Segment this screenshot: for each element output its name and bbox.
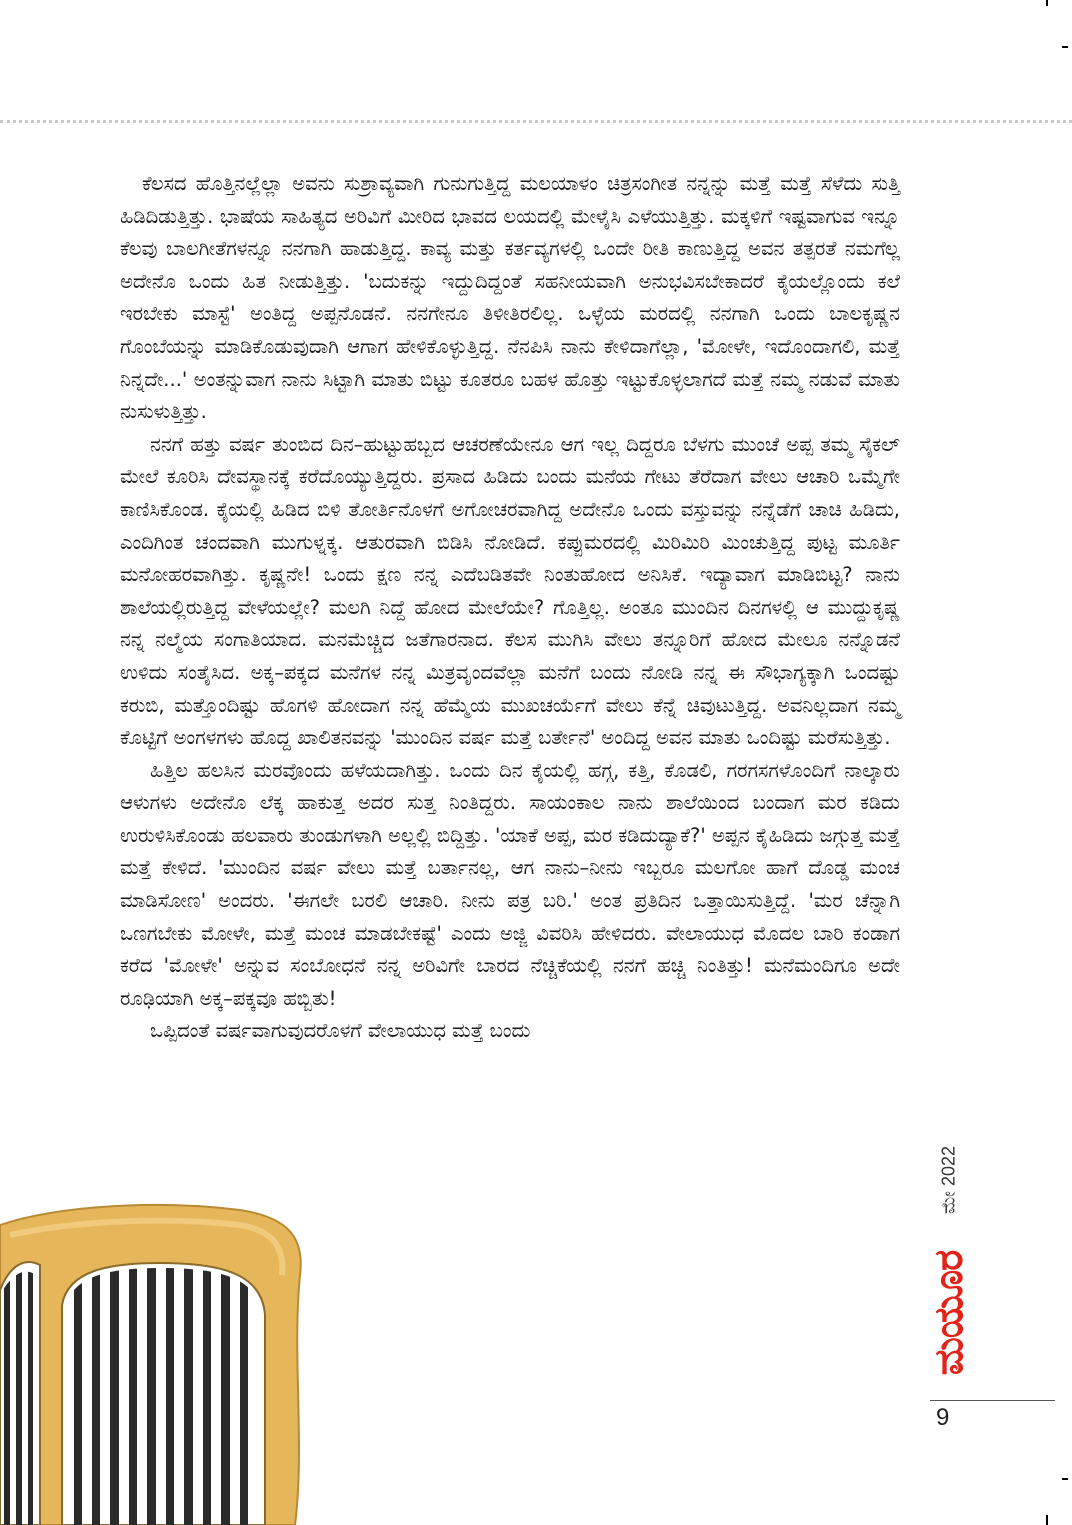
issue-date-text: ಮೇ 2022 <box>938 1145 959 1215</box>
folio-rule <box>930 1400 1055 1401</box>
paragraph-3: ಹಿತ್ತಿಲ ಹಲಸಿನ ಮರವೊಂದು ಹಳೆಯದಾಗಿತ್ತು. ಒಂದು ದಿನ ಕೈಯಲ್ಲಿ ಹಗ್ಗ, ಕತ್ತಿ, ಕೊಡಲಿ, ಗರಗಸಗಳೊಂದಿಗೆ ನಾಲ್ಕಾರು ಆಳುಗಳು ಅದೇನೊ ಲೆಕ್ಕ ಹಾಕುತ್ತ ಅದರ ಸುತ್ತ ನಿಂತಿದ್ದರು. ಸಾಯಂಕಾಲ ನಾನು ಶಾಲೆಯಿಂದ ಬಂದಾಗ ಮರ ಕಡಿದು ಉರುಳಿಸಿಕೊಂಡು ಹಲವಾರು ತುಂಡುಗಳಾಗಿ ಅಲ್ಲಲ್ಲಿ ಬಿದ್ದಿತ್ತು. 'ಯಾಕೆ ಅಪ್ಪ, ಮರ ಕಡಿದುದ್ಯಾಕೆ?' ಅಪ್ಪನ ಕೈಹಿಡಿದು ಜಗ್ಗುತ್ತ ಮತ್ತೆ ಮತ್ತೆ ಕೇಳಿದೆ. 'ಮುಂದಿನ ವರ್ಷ ವೇಲು ಮತ್ತೆ ಬರ್ತಾನಲ್ಲ, ಆಗ ನಾನು–ನೀನು ಇಬ್ಬರೂ ಮಲಗೋ ಹಾಗೆ ದೊಡ್ಡ ಮಂಚ ಮಾಡಿಸೋಣ' ಅಂದರು. 'ಈಗಲೇ ಬರಲಿ ಆಚಾರಿ. ನೀನು ಪತ್ರ ಬರಿ.' ಅಂತ ಪ್ರತಿದಿನ ಒತ್ತಾಯಿಸುತ್ತಿದ್ದೆ. 'ಮರ ಚೆನ್ನಾಗಿ ಒಣಗಬೇಕು ಮೋಳೇ, ಮತ್ತೆ ಮಂಚ ಮಾಡಬೇಕಷ್ಟೆ' ಎಂದು ಅಜ್ಜಿ ವಿವರಿಸಿ ಹೇಳಿದರು. ವೇಲಾಯುಧ ಮೊದಲ ಬಾರಿ ಕಂಡಾಗ ಕರೆದ 'ಮೋಳೇ' ಅನ್ನುವ ಸಂಬೋಧನೆ ನನ್ನ ಅರಿವಿಗೇ ಬಾರದ ನೆಚ್ಚಿಕೆಯಲ್ಲಿ ನನಗೆ ಹಚ್ಚಿ ನಿಂತಿತ್ತು! ಮನೆಮಂದಿಗೂ ಅದೇ ರೂಢಿಯಾಗಿ ಅಕ್ಕ–ಪಕ್ಕವೂ ಹಬ್ಬಿತು! <box>120 758 900 1010</box>
crop-mark-right-upper <box>1062 46 1068 48</box>
paragraph-1: ಕೆಲಸದ ಹೊತ್ತಿನಲ್ಲೆಲ್ಲಾ ಅವನು ಸುಶ್ರಾವ್ಯವಾಗಿ ಗುನುಗುತ್ತಿದ್ದ ಮಲಯಾಳಂ ಚಿತ್ರಸಂಗೀತ ನನ್ನನ್ನು ಮತ್ತೆ ಮತ್ತೆ ಸೆಳೆದು ಸುತ್ತಿ ಹಿಡಿದಿಡುತ್ತಿತ್ತು. ಭಾಷೆಯ ಸಾಹಿತ್ಯದ ಅರಿವಿಗೆ ಮೀರಿದ ಭಾವದ ಲಯದಲ್ಲಿ ಮೇಳೈಸಿ ಎಳೆಯುತ್ತಿತ್ತು. ಮಕ್ಕಳಿಗೆ ಇಷ್ಟವಾಗುವ ಇನ್ನೂ ಕೆಲವು ಬಾಲಗೀತೆಗಳನ್ನೂ ನನಗಾಗಿ ಹಾಡುತ್ತಿದ್ದ. ಕಾವ್ಯ ಮತ್ತು ಕರ್ತವ್ಯಗಳಲ್ಲಿ ಒಂದೇ ರೀತಿ ಕಾಣುತ್ತಿದ್ದ ಅವನ ತತ್ಪರತೆ ನಮಗೆಲ್ಲ ಅದೇನೊ ಒಂದು ಹಿತ ನೀಡುತ್ತಿತ್ತು. 'ಬದುಕನ್ನು ಇದ್ದುದಿದ್ದಂತೆ ಸಹನೀಯವಾಗಿ ಅನುಭವಿಸಬೇಕಾದರೆ ಕೈಯಲ್ಲೊಂದು ಕಲೆ ಇರಬೇಕು ಮಾಸ್ಟೆ' ಅಂತಿದ್ದ ಅಪ್ಪನೊಡನೆ. ನನಗೇನೂ ತಿಳೀತಿರಲಿಲ್ಲ. ಒಳ್ಳೆಯ ಮರದಲ್ಲಿ ನನಗಾಗಿ ಒಂದು ಬಾಲಕೃಷ್ಣನ ಗೊಂಬೆಯನ್ನು ಮಾಡಿಕೊಡುವುದಾಗಿ ಆಗಾಗ ಹೇಳಿಕೊಳ್ಳುತ್ತಿದ್ದ. ನೆನಪಿಸಿ ನಾನು ಕೇಳಿದಾಗೆಲ್ಲಾ, 'ಮೋಳೇ, ಇದೊಂದಾಗಲಿ, ಮತ್ತೆ ನಿನ್ನದೇ...' ಅಂತನ್ನುವಾಗ ನಾನು ಸಿಟ್ಟಾಗಿ ಮಾತು ಬಿಟ್ಟು ಕೂತರೂ ಬಹಳ ಹೊತ್ತು ಇಟ್ಟುಕೊಳ್ಳಲಾಗದೆ ಮತ್ತೆ ನಮ್ಮ ನಡುವೆ ಮಾತು ನುಸುಳುತ್ತಿತ್ತು. <box>120 172 900 424</box>
magazine-logo <box>925 1238 973 1388</box>
magazine-logo-text: ಮಯೂರ <box>926 1250 972 1376</box>
crop-mark-bottom-right <box>1046 1515 1048 1525</box>
page-number: 9 <box>936 1404 950 1431</box>
header-dotted-rule <box>0 120 1072 123</box>
wooden-bed-headboard-icon <box>0 1195 330 1525</box>
paragraph-2: ನನಗೆ ಹತ್ತು ವರ್ಷ ತುಂಬಿದ ದಿನ–ಹುಟ್ಟುಹಬ್ಬದ ಆಚರಣೆಯೇನೂ ಆಗ ಇಲ್ಲ ದಿದ್ದರೂ ಬೆಳಗು ಮುಂಚೆ ಅಪ್ಪ ತಮ್ಮ ಸೈಕಲ್ ಮೇಲೆ ಕೂರಿಸಿ ದೇವಸ್ಥಾನಕ್ಕೆ ಕರೆದೊಯ್ಯುತ್ತಿದ್ದರು. ಪ್ರಸಾದ ಹಿಡಿದು ಬಂದು ಮನೆಯ ಗೇಟು ತೆರೆದಾಗ ವೇಲು ಆಚಾರಿ ಒಮ್ಮೆಗೇ ಕಾಣಿಸಿಕೊಂಡ. ಕೈಯಲ್ಲಿ ಹಿಡಿದ ಬಿಳಿ ತೋರ್ತಿನೊಳಗೆ ಅಗೋಚರವಾಗಿದ್ದ ಅದೇನೊ ಒಂದು ವಸ್ತುವನ್ನು ನನ್ನೆಡೆಗೆ ಚಾಚಿ ಹಿಡಿದು, ಎಂದಿಗಿಂತ ಚಂದವಾಗಿ ಮುಗುಳ್ನಕ್ಕ. ಆತುರವಾಗಿ ಬಿಡಿಸಿ ನೋಡಿದೆ. ಕಪ್ಪುಮರದಲ್ಲಿ ಮಿರಿಮಿರಿ ಮಿಂಚುತ್ತಿದ್ದ ಪುಟ್ಟ ಮೂರ್ತಿ ಮನೋಹರವಾಗಿತ್ತು. ಕೃಷ್ಣನೇ! ಒಂದು ಕ್ಷಣ ನನ್ನ ಎದೆಬಡಿತವೇ ನಿಂತುಹೋದ ಅನಿಸಿಕೆ. ಇದ್ಯಾವಾಗ ಮಾಡಿಬಿಟ್ಟ? ನಾನು ಶಾಲೆಯಲ್ಲಿರುತ್ತಿದ್ದ ವೇಳೆಯಲ್ಲೇ? ಮಲಗಿ ನಿದ್ದೆ ಹೋದ ಮೇಲೆಯೇ? ಗೊತ್ತಿಲ್ಲ. ಅಂತೂ ಮುಂದಿನ ದಿನಗಳಲ್ಲಿ ಆ ಮುದ್ದುಕೃಷ್ಣ ನನ್ನ ನಲ್ಮೆಯ ಸಂಗಾತಿಯಾದ. ಮನಮೆಚ್ಚಿದ ಜತೆಗಾರನಾದ. ಕೆಲಸ ಮುಗಿಸಿ ವೇಲು ತನ್ನೂರಿಗೆ ಹೋದ ಮೇಲೂ ನನ್ನೊಡನೆ ಉಳಿದು ಸಂತೈಸಿದ. ಅಕ್ಕ–ಪಕ್ಕದ ಮನೆಗಳ ನನ್ನ ಮಿತ್ರವೃಂದವೆಲ್ಲಾ ಮನೆಗೆ ಬಂದು ನೋಡಿ ನನ್ನ ಈ ಸೌಭಾಗ್ಯಕ್ಕಾಗಿ ಒಂದಷ್ಟು ಕರುಬಿ, ಮತ್ತೊಂದಿಷ್ಟು ಹೊಗಳಿ ಹೋದಾಗ ನನ್ನ ಹೆಮ್ಮೆಯ ಮುಖಚರ್ಯೆಗೆ ವೇಲು ಕೆನ್ನೆ ಚಿವುಟುತ್ತಿದ್ದ. ಅವನಿಲ್ಲದಾಗ ನಮ್ಮ ಕೊಟ್ಟಿಗೆ ಅಂಗಳಗಳು ಹೊದ್ದ ಖಾಲಿತನವನ್ನು 'ಮುಂದಿನ ವರ್ಷ ಮತ್ತೆ ಬರ್ತೇನೆ' ಅಂದಿದ್ದ ಅವನ ಮಾತು ಒಂದಿಷ್ಟು ಮರೆಸುತ್ತಿತ್ತು. <box>120 432 900 750</box>
paragraph-4: ಒಪ್ಪಿದಂತೆ ವರ್ಷವಾಗುವುದರೊಳಗೆ ವೇಲಾಯುಧ ಮತ್ತೆ ಬಂದು <box>150 1019 531 1043</box>
crop-mark-top-right <box>1046 0 1048 6</box>
issue-date <box>935 1135 963 1225</box>
crop-mark-right-lower <box>1062 1478 1068 1480</box>
